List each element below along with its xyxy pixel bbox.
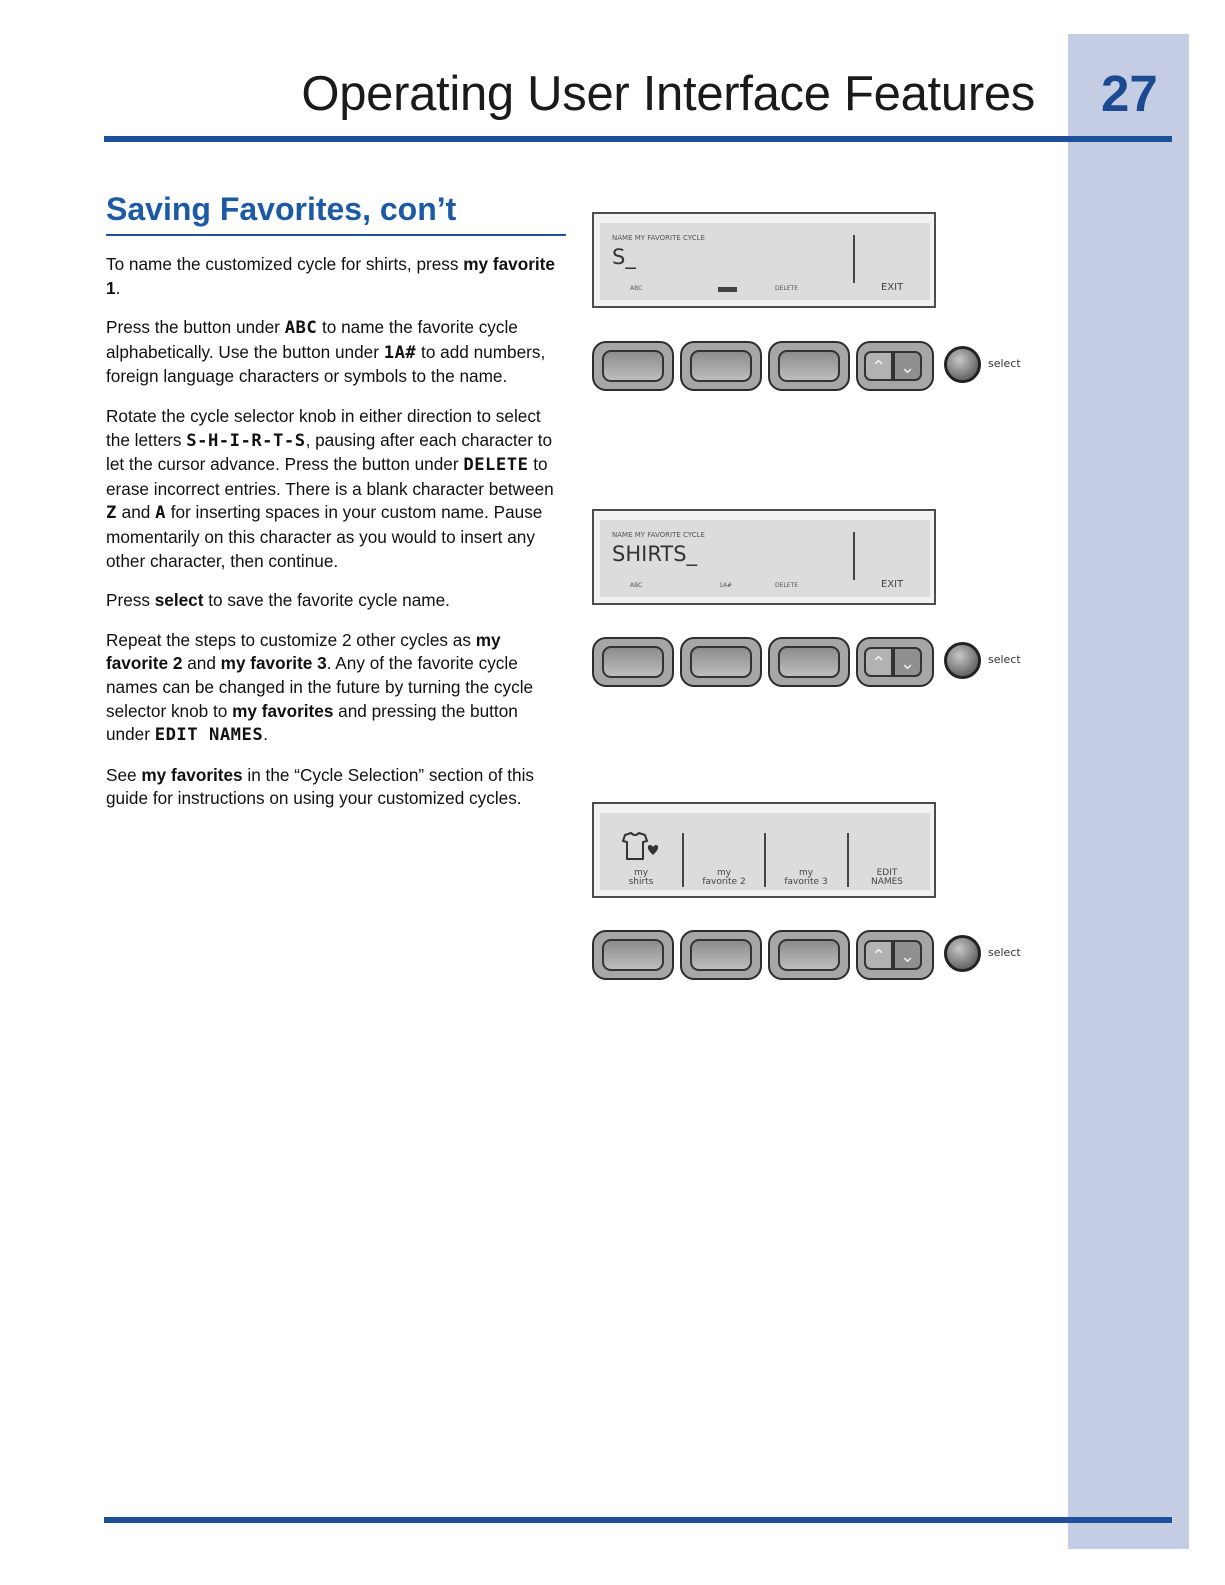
button-face — [778, 939, 840, 971]
softkey-label-abc: ABC — [630, 582, 643, 589]
button-face — [690, 939, 752, 971]
softkey-button-2[interactable] — [680, 341, 762, 391]
body-text — [106, 253, 564, 827]
chevron-up-icon[interactable]: ⌃ — [864, 647, 893, 677]
lcd-screen — [600, 520, 930, 597]
text: , pausing after each character to let the cursor advance. Press the button under — [106, 429, 553, 475]
button-face — [602, 646, 664, 678]
paragraph-5 — [106, 629, 564, 748]
paragraph-1 — [106, 253, 564, 300]
bold-term: my favorite 3 — [220, 653, 327, 674]
select-knob[interactable] — [944, 642, 981, 679]
paragraph-4 — [106, 589, 564, 613]
menu-divider — [682, 833, 684, 887]
text: and — [182, 653, 221, 674]
paragraph-2 — [106, 316, 564, 389]
lcd-screen — [600, 223, 930, 300]
up-down-button[interactable] — [856, 930, 934, 980]
lcd-display-favorites-menu — [592, 802, 936, 898]
footer-rule — [104, 1517, 1172, 1523]
softkey-button-1[interactable] — [592, 637, 674, 687]
lcd-display-name-complete — [592, 509, 936, 605]
select-label: select — [988, 357, 1021, 370]
text: See — [106, 764, 142, 785]
chevron-up-icon[interactable]: ⌃ — [864, 351, 893, 381]
lcd-display-name-entry — [592, 212, 936, 308]
chevron-up-icon[interactable]: ⌃ — [864, 940, 893, 970]
control-row-2 — [592, 637, 1032, 687]
text: . — [115, 277, 121, 298]
lcd-term: ABC — [284, 318, 318, 339]
softkey-button-2[interactable] — [680, 930, 762, 980]
softkey-button-1[interactable] — [592, 341, 674, 391]
lcd-term: 1A# — [383, 342, 417, 363]
lcd-screen — [600, 813, 930, 890]
select-knob[interactable] — [944, 346, 981, 383]
bold-term: my favorites — [141, 764, 243, 785]
button-face — [778, 350, 840, 382]
lcd-term: S-H-I-R-T-S — [186, 430, 306, 451]
button-face — [690, 646, 752, 678]
text: to save the favorite cycle name. — [203, 590, 450, 611]
chevron-down-icon[interactable]: ⌄ — [893, 647, 922, 677]
text: Press — [106, 590, 155, 611]
lcd-term: A — [155, 503, 166, 524]
select-label: select — [988, 653, 1021, 666]
control-row-1 — [592, 341, 1032, 391]
paragraph-6 — [106, 764, 564, 811]
text: Repeat the steps to customize 2 other cycles as — [106, 629, 476, 650]
lcd-prompt: NAME MY FAVORITE CYCLE — [612, 234, 705, 242]
softkey-button-3[interactable] — [768, 341, 850, 391]
text: to erase incorrect entries. There is a blank character between — [106, 454, 554, 499]
text: for inserting spaces in your custom name. Pause momentarily on this character as you would to insert any other character, then continue. — [106, 502, 543, 571]
select-knob[interactable] — [944, 935, 981, 972]
menu-divider — [847, 833, 849, 887]
text: To name the customized cycle for shirts, press — [106, 254, 464, 274]
up-down-button[interactable] — [856, 637, 934, 687]
lcd-separator — [853, 235, 855, 283]
select-label: select — [988, 946, 1021, 959]
page-number: 27 — [1101, 65, 1158, 122]
chevron-down-icon[interactable]: ⌄ — [893, 351, 922, 381]
header-rule — [104, 136, 1172, 142]
softkey-button-3[interactable] — [768, 637, 850, 687]
section-rule — [106, 234, 566, 236]
section-title: Saving Favorites, con’t — [106, 191, 457, 227]
lcd-term: EDIT NAMES — [154, 725, 264, 746]
text: to add numbers, foreign language characters or symbols to the name. — [106, 341, 546, 387]
button-face — [778, 646, 840, 678]
menu-divider — [764, 833, 766, 887]
text: . Any of the favorite cycle names can be changed in the future by turning the cycle selector knob to — [106, 653, 534, 721]
softkey-label-blank — [718, 287, 737, 292]
text: in the “Cycle Selection” section of this guide for instructions on using your customized cycles. — [106, 764, 534, 809]
chevron-down-icon[interactable]: ⌄ — [893, 940, 922, 970]
menu-item-edit-names: EDIT NAMES — [870, 868, 904, 887]
softkey-button-1[interactable] — [592, 930, 674, 980]
menu-item-my-favorite-3: my favorite 3 — [784, 868, 828, 887]
softkey-label-exit: EXIT — [881, 579, 904, 590]
menu-item-my-shirts: my shirts — [628, 868, 654, 887]
softkey-label-1a: 1A# — [719, 582, 732, 589]
button-face — [602, 939, 664, 971]
control-row-3 — [592, 930, 1032, 980]
lcd-separator — [853, 532, 855, 580]
page-title: Operating User Interface Features — [301, 67, 1035, 121]
bold-term: my favorite 1 — [106, 254, 555, 298]
lcd-prompt: NAME MY FAVORITE CYCLE — [612, 531, 705, 539]
lcd-entry-text: S_ — [612, 245, 636, 269]
side-band — [1068, 34, 1189, 1549]
text: and — [116, 502, 156, 523]
softkey-button-2[interactable] — [680, 637, 762, 687]
softkey-button-3[interactable] — [768, 930, 850, 980]
paragraph-3 — [106, 405, 564, 573]
softkey-label-delete: DELETE — [775, 285, 799, 292]
softkey-label-abc: ABC — [630, 285, 643, 292]
lcd-term: DELETE — [463, 455, 529, 476]
button-face — [690, 350, 752, 382]
bold-term: my favorites — [232, 700, 334, 721]
text: and pressing the button under — [106, 700, 518, 745]
softkey-label-delete: DELETE — [775, 582, 799, 589]
bold-term: select — [154, 590, 204, 611]
lcd-entry-text: SHIRTS_ — [612, 542, 698, 566]
shirt-heart-icon — [617, 831, 661, 865]
text: Rotate the cycle selector knob in either direction to select the letters — [106, 405, 541, 450]
up-down-button[interactable] — [856, 341, 934, 391]
button-face — [602, 350, 664, 382]
text: to name the favorite cycle alphabetically. Use the button under — [106, 317, 518, 362]
bold-term: my favorite 2 — [106, 629, 501, 674]
text: . — [263, 724, 268, 745]
lcd-term: Z — [106, 503, 117, 524]
text: Press the button under — [106, 317, 285, 338]
softkey-label-exit: EXIT — [881, 282, 904, 293]
menu-item-my-favorite-2: my favorite 2 — [702, 868, 746, 887]
